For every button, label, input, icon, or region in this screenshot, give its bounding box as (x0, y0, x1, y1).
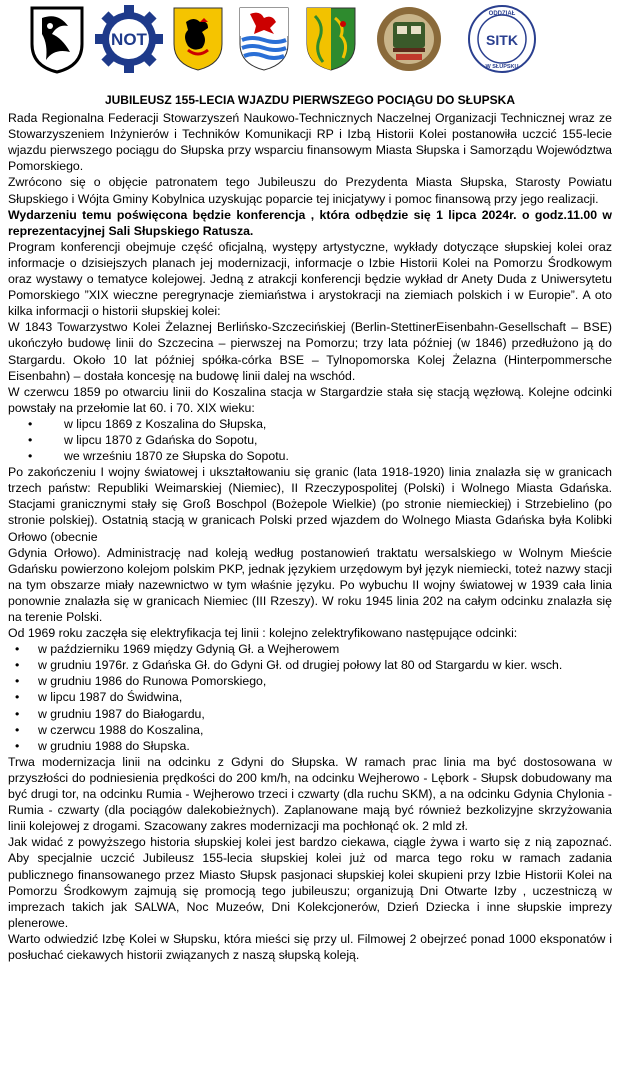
document-body (0, 92, 620, 963)
sitk-slupsk-branch-logo (467, 4, 537, 74)
sitk-logo-top-text: ODDZIAŁ (488, 11, 516, 17)
list-item: • w lipcu 1870 z Gdańska do Sopotu, (8, 432, 612, 448)
list-electrified-sections (8, 641, 612, 754)
list-item: • w grudniu 1986 do Runowa Pomorskiego, (8, 673, 612, 689)
railway-history-chamber-logo (376, 4, 442, 74)
paragraph-visit-invitation: Warto odwiedzić Izbę Kolei w Słupsku, która mieści się przy ul. Filmowej 2 obejrzeć ponad 1000 eksponatów i posłuchać ciekawych historii związanych z naszą słupską koleją. (8, 931, 612, 962)
logo-row (0, 0, 620, 86)
stowarzyszenie-emblem-logo (28, 4, 86, 74)
list-sections-opened (8, 416, 612, 464)
sitk-logo-bottom-text: W SŁUPSKU (485, 64, 519, 70)
list-item: • w grudniu 1988 do Słupska. (8, 738, 612, 754)
paragraph-history-1843: W 1843 Towarzystwo Kolei Żelaznej Berlińsko-Szczecińskiej (Berlin-StettinerEisenbahn-Gesellschaft – BSE) ukończyło budowę linii do Szczecina – pierwszej na Pomorzu; trzy lata później (w 1846) przedłużono ją do Stargardu. Około 10 lat później spółka-córka BSE – Tylnopomorska Kolej Żelazna (Hinterpommersche Eisenbahn) – dostała koncesję na budowę linii dalej na wschód. (8, 320, 612, 383)
paragraph-modernization: Trwa modernizacja linii na odcinku z Gdyni do Słupska. W ramach prac linia ma być dostosowana w przyszłości do podniesienia prędkości do 200 km/h, na odcinku Wejherowo - Lębork - Słupsk dobudowany ma być drugi tor, na odcinku Rumia - Wejherowo trzeci i czwarty (dla ruchu SKM), a na odcinku Gdynia Chylonia - Rumia - czwarty (dla pociągów dalekobieżnych). Zaplanowane mają być również bezkolizyjne skrzyżowania linii kolejowej z drogami. Szacowany zakres modernizacji ma pochłonąć ok. 2 mld zł. (8, 754, 612, 834)
paragraph-program: Program konferencji obejmuje część oficjalną, występy artystyczne, wykłady dotyczące słupskiej kolei oraz informacje o dzisiejszych planach jej modernizacji, informacje o Izbie Historii Kolei na Pomorzu Środkowym oraz wystawy o tematyce kolejowej. Jedną z atrakcji konferencji będzie wykład dr Anety Duda z Uniwersytetu Pomorskiego ”XIX wieczne peregrynacje ziemiaństwa i arystokracji na ziemiach polskich i w Europie”. A oto kilka informacji o historii słupskiej kolei: (8, 239, 612, 319)
paragraph-free-city: Gdynia Orłowo). Administrację nad koleją według postanowień traktatu wersalskiego w Wolnym Mieście Gdańsku powierzono kolejom polskim PKP, jednak językiem urzędowym był język niemiecki, toteż nazwy stacji na tym obszarze miały nazewnictwo w tym właśnie języku. Po wybuchu II wojny światowej w 1939 cała linia ponownie znalazła się w granicach Niemiec (III Rzeszy). W roku 1945 linia 202 na całym odcinku znalazła się na terenie Polski. (8, 545, 612, 624)
page-title: JUBILEUSZ 155-LECIA WJAZDU PIERWSZEGO POCIĄGU DO SŁUPSKA (104, 93, 516, 107)
paragraph-intro: Rada Regionalna Federacji Stowarzyszeń Naukowo-Technicznych Naczelnej Organizacji Technicznej wraz ze Stowarzyszeniem Inżynierów i Techników Komunikacji RP i Izbą Historii Kolei postanowiła uczcić 155-lecie wjazdu pierwszego pociągu do Słupska przy wsparciu finansowym Miasta Słupska i Samorządu Województwa Pomorskiego. (8, 111, 612, 174)
list-item: • w grudniu 1976r. z Gdańska Gł. do Gdyni Gł. od drugiej połowy lat 80 od Stargardu w kier. wsch. (8, 657, 612, 673)
slupsk-city-coat-of-arms-logo (172, 4, 224, 74)
not-gear-logo (94, 4, 164, 74)
paragraph-patronage: Zwrócono się o objęcie patronatem tego Jubileuszu do Prezydenta Miasta Słupska, Starosty Powiatu Słupskiego i Wójta Gminy Kobylnica uzyskując poparcie tej inicjatywy i pomoc finansową przy jego realizacji. (8, 175, 612, 206)
list-item: • w październiku 1969 między Gdynią Gł. a Wejherowem (8, 641, 612, 657)
slupsk-county-coat-of-arms-logo (238, 4, 290, 74)
list-item: • w lipcu 1869 z Koszalina do Słupska, (8, 416, 612, 432)
list-item: • w lipcu 1987 do Świdwina, (8, 689, 612, 705)
list-item: • w czerwcu 1988 do Koszalina, (8, 722, 612, 738)
paragraph-jubilee-promotion: Jak widać z powyższego historia słupskiej kolei jest bardzo ciekawa, ciągle żywa i warto się z nią zapoznać. Aby specjalnie uczcić Jubileusz 155-lecia słupskiej kolei już od marca tego roku w ramach zadania publicznego finansowanego przez Miasto Słupsk pasjonaci słupskiej kolei skupieni przy Izbie Historii Kolei na Pomorzu Środkowym zajmują się promocją tego jubileuszu; organizują Dni Otwarte Izby , uczestniczą w imprezach takich jak SALWA, Noc Muzeów, Dni Kolekcjonerów, Dzień Dziecka i inne słupskie imprezy plenerowe. (8, 835, 612, 930)
list-item: • w grudniu 1987 do Białogardu, (8, 706, 612, 722)
list-item: • we wrześniu 1870 ze Słupska do Sopotu. (8, 448, 612, 464)
paragraph-after-ww1: Po zakończeniu I wojny światowej i ukształtowaniu się granic (lata 1918-1920) linia znalazła się w granicach trzech państw: Republiki Weimarskiej (Niemiec), II Rzeczypospolitej (Polski) i Wolnego Miasta Gdańska. Stacjami granicznymi stały się Groß Boschpol (Bożepole Wielkie) (po stronie niemieckiej) i Strzebielino (po stronie polskiej). Ostatnią stacją w granicach Polski przed wjazdem do Wolnego Miasta Gdańska była Kolibki Orłowo (obecnie (8, 465, 612, 544)
kobylnica-commune-coat-of-arms-logo (305, 4, 357, 74)
paragraph-electrification: Od 1969 roku zaczęła się elektryfikacja tej linii : kolejno zelektryfikowano następujące odcinki: (8, 626, 518, 641)
not-logo-text: NOT (111, 30, 147, 49)
paragraph-history-1859: W czerwcu 1859 po otwarciu linii do Koszalina stacja w Stargardzie stała się stacją węzłową. Kolejne odcinki powstały na przełomie lat 60. i 70. XIX wieku: (8, 384, 612, 415)
paragraph-conference: Wydarzeniu temu poświęcona będzie konferencja , która odbędzie się 1 lipca 2024r. o godz.11.00 w reprezentacyjnej Sali Słupskiego Ratusza. (8, 207, 612, 238)
sitk-logo-mid-text: SITK (486, 32, 518, 48)
